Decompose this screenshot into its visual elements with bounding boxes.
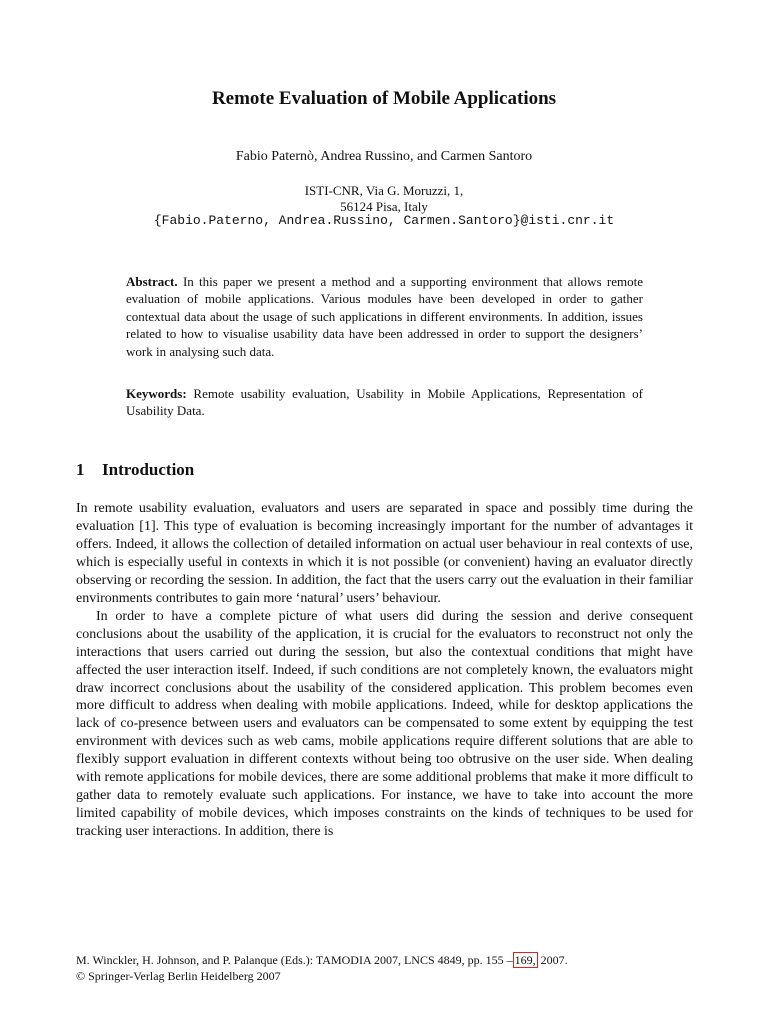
section-heading xyxy=(76,460,194,480)
citation-line xyxy=(76,952,568,968)
keywords xyxy=(126,385,643,420)
citation-before: M. Winckler, H. Johnson, and P. Palanque (Eds.): TAMODIA 2007, LNCS 4849, pp. 155 – xyxy=(76,953,513,967)
abstract-label: Abstract. xyxy=(126,274,178,289)
body-text xyxy=(76,500,693,841)
copyright-line: © Springer-Verlag Berlin Heidelberg 2007 xyxy=(76,969,281,983)
affiliation-line-2: 56124 Pisa, Italy xyxy=(340,199,428,214)
section-title: Introduction xyxy=(102,460,195,479)
page-footer xyxy=(76,952,568,984)
keywords-label: Keywords: xyxy=(126,386,187,401)
citation-after: 2007. xyxy=(540,953,568,967)
paper-authors: Fabio Paternò, Andrea Russino, and Carmen Santoro xyxy=(235,149,533,164)
abstract xyxy=(126,273,643,360)
abstract-text: In this paper we present a method and a supporting environment that allows remote evaluation of mobile applications. Various modules have been developed in order to gather contextual data about the usage of such applications in different environments. In addition, issues related to how to visualise usability data have been addressed in order to support the designers’ work in analysing such data. xyxy=(126,274,644,359)
body-paragraph-1: In remote usability evaluation, evaluators and users are separated in space and possibly time during the evaluation [1]. This type of evaluation is becoming increasingly important for the number of advantages it offers. Indeed, it allows the collection of detailed information on actual user behaviour in real contexts of use, which is especially useful in contexts in which it is not possible (or convenient) having an evaluator directly observing or recording the session. In addition, the fact that the users carry out the evaluation in their familiar environments contributes to gain more ‘natural’ users’ behaviour. xyxy=(76,501,693,606)
keywords-text: Remote usability evaluation, Usability in Mobile Applications, Representation of Usability Data. xyxy=(126,386,643,419)
page-end-highlight: 169, xyxy=(514,953,536,967)
section-number: 1 xyxy=(76,460,85,479)
author-emails: {Fabio.Paterno, Andrea.Russino, Carmen.Santoro}@isti.cnr.it xyxy=(153,213,615,228)
paper-title: Remote Evaluation of Mobile Applications xyxy=(211,88,557,109)
body-paragraph-2: In order to have a complete picture of what users did during the session and derive consequent conclusions about the usability of the application, it is crucial for the evaluators to reconstruct not only the interactions that users carried out during the session, but also the contextual conditions that might have affected the user interaction itself. Indeed, if such conditions are not completely known, the evaluators might draw incorrect conclusions about the usability of the considered application. This problem becomes even more difficult to address when dealing with mobile applications. Indeed, while for desktop applications the lack of co-presence between users and evaluators can be compensated to some extent by equipping the test environment with devices such as web cams, mobile applications require different solutions that are able to flexibly support evaluation in different contexts without being too obtrusive on the user side. When dealing with remote applications for mobile devices, there are some additional problems that make it more difficult to gather data to remotely evaluate such applications. For instance, we have to take into account the more limited capability of mobile devices, which imposes constraints on the kinds of techniques to be used for tracking user interactions. In addition, there is xyxy=(76,608,693,840)
affiliation-line-1: ISTI-CNR, Via G. Moruzzi, 1, xyxy=(304,183,464,198)
